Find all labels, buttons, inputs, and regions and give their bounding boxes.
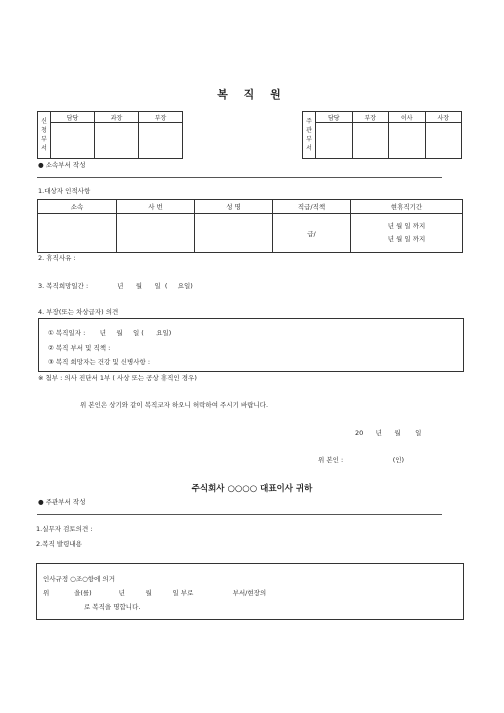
section-1-heading: 1.대상자 인적사항	[38, 187, 91, 195]
page-title: 복 직 원	[217, 88, 287, 101]
affiliation-input[interactable]	[38, 214, 117, 253]
approval-header-cell: 이사	[389, 112, 426, 123]
section-note-main: ● 주관부서 작성	[38, 498, 86, 506]
recipient-line: 주식회사 ○○○○ 대표이사 귀하	[191, 484, 313, 494]
section-note-dept: ● 소속부서 작성	[38, 161, 86, 169]
header-cell: 현휴직기간	[351, 200, 463, 214]
header-cell: 사 번	[117, 200, 195, 214]
approval-side-label: 주 관 부 서	[303, 112, 316, 159]
date-line[interactable]: 20 년 월 일	[355, 429, 422, 437]
name-input[interactable]	[195, 214, 273, 253]
reason-field[interactable]: 2. 휴직사유 :	[38, 254, 76, 262]
signature-cell[interactable]	[352, 123, 389, 159]
approval-header-cell: 과장	[95, 112, 139, 123]
reinstatement-order-box[interactable]	[36, 563, 464, 620]
opinion-item: ① 복직일자 : 년 월 일 ( 요일)	[48, 329, 172, 337]
approval-header-cell: 담당	[51, 112, 95, 123]
reinstatement-heading: 2.복직 발령내용	[36, 540, 82, 548]
leave-period-input[interactable]: 년 월 일 까지 년 월 일 까지	[351, 214, 463, 253]
divider	[37, 177, 442, 178]
header-cell: 성 명	[195, 200, 273, 214]
approval-header-cell: 사장	[425, 112, 462, 123]
opinion-item: ③ 복직 희망자는 건강 및 신병사항 :	[48, 358, 151, 366]
signature-cell[interactable]	[51, 123, 95, 159]
desired-date-field[interactable]: 3. 복직희망일간 : 년 월 일 ( 요일)	[38, 282, 193, 290]
signature-cell[interactable]	[139, 123, 183, 159]
attachment-note: ※ 첨부 : 의사 진단서 1부 ( 사상 또는 공상 휴직인 경우)	[38, 374, 197, 382]
header-cell: 직급/직책	[273, 200, 351, 214]
approval-side-label: 신 청 부 서	[38, 112, 51, 159]
opinion-item: ② 복직 부서 및 직책 :	[48, 344, 111, 352]
order-line: 위 을(를) 년 월 일 부로 부서/현장의	[43, 589, 267, 597]
signature-cell[interactable]	[316, 123, 353, 159]
personal-info-table	[37, 199, 463, 253]
grade-input[interactable]: 급/	[273, 214, 351, 253]
employee-number-input[interactable]	[117, 214, 195, 253]
order-line: 인사규정 ○조○항에 의거	[43, 575, 115, 583]
divider	[37, 514, 442, 515]
applicant-approval-table	[37, 111, 183, 159]
signature-cell[interactable]	[95, 123, 139, 159]
signature-cell[interactable]	[389, 123, 426, 159]
header-cell: 소속	[38, 200, 117, 214]
order-line: 로 복직을 명합니다.	[84, 603, 141, 611]
section-4-heading: 4. 부장(또는 차상급자) 의견	[38, 308, 119, 316]
opinion-box[interactable]	[38, 318, 464, 372]
signature-cell[interactable]	[425, 123, 462, 159]
approval-header-cell: 담당	[316, 112, 353, 123]
request-text: 위 본인은 상기와 같이 복직코자 하오니 허락하여 주시기 바랍니다.	[80, 401, 269, 409]
approval-header-cell: 부장	[352, 112, 389, 123]
reviewer-opinion-field[interactable]: 1.실무자 검토의견 :	[36, 525, 93, 533]
approval-header-cell: 부장	[139, 112, 183, 123]
signature-line[interactable]: 위 본인 : (인)	[318, 456, 405, 464]
main-approval-table	[302, 111, 462, 159]
